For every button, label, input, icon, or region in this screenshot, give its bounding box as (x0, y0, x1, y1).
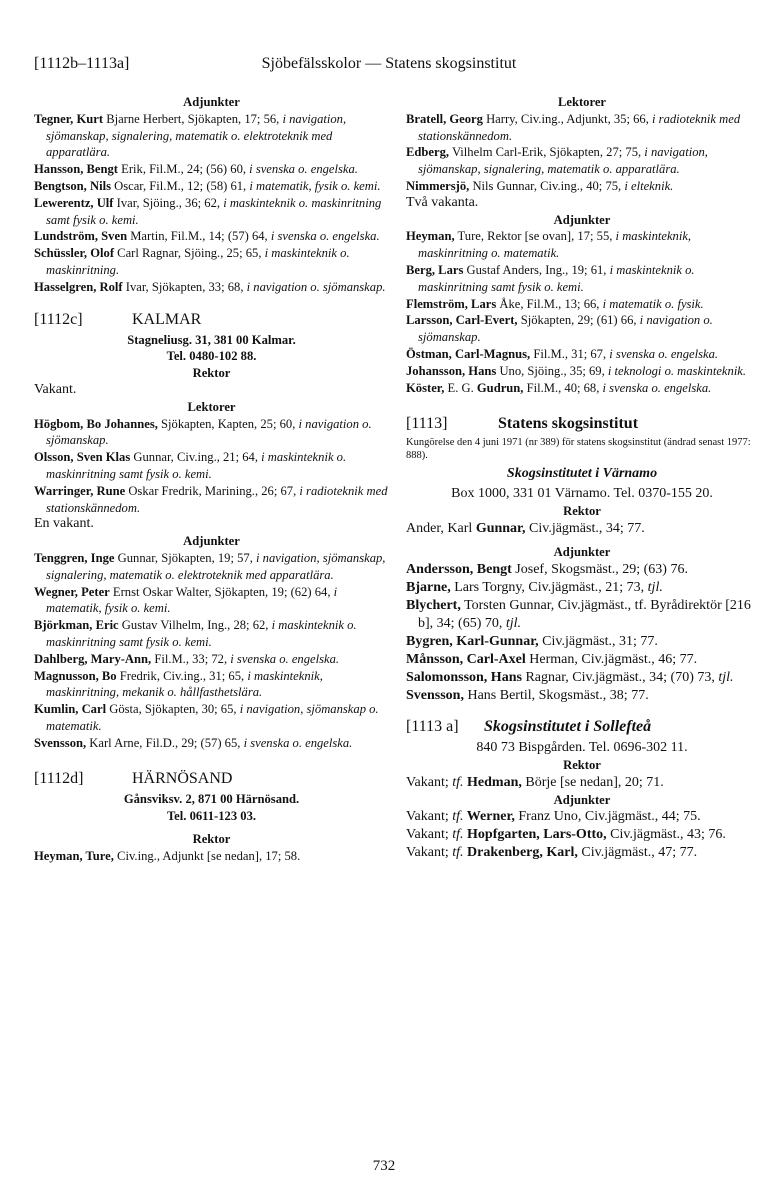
entry-list (34, 111, 389, 296)
telephone: Tel. 0611-123 03. (166, 809, 257, 824)
section-heading: Adjunkter (553, 212, 611, 227)
entry-list (406, 808, 758, 862)
right-column (406, 94, 758, 862)
entry: Wegner, Peter Ernst Oskar Walter, Sjökapten, 19; (62) 64, i matematik, fysik o. kemi. (34, 584, 338, 616)
entry: Andersson, Bengt Josef, Skogsmäst., 29; (63) 76. (406, 561, 688, 577)
entry: Lewerentz, Ulf Ivar, Sjöing., 36; 62, i maskinteknik o. maskinritning samt fysik o. kemi. (34, 195, 382, 227)
entry: Edberg, Vilhelm Carl-Erik, Sjökapten, 27; 75, i navigation, sjömanskap, signalering, matematik o. apparatlära. (406, 145, 708, 177)
address: Gånsviksv. 2, 871 00 Härnösand. (123, 792, 300, 807)
entry: Tenggren, Inge Gunnar, Sjökapten, 19; 57, i navigation, sjömanskap, signalering, matematik o. elektroteknik med apparatlära. (34, 550, 386, 582)
entry: Bjarne, Lars Torgny, Civ.jägmäst., 21; 73, tjl. (406, 579, 663, 595)
section-header-kalmar (34, 310, 389, 332)
rektor-vacant: Vakant. (34, 381, 77, 397)
section-header-skogsinstitut (406, 414, 758, 436)
entry: Larsson, Carl-Evert, Sjökapten, 29; (61) 66, i navigation o. sjömanskap. (406, 313, 713, 345)
entry-list (406, 111, 758, 195)
section-heading: Rektor (192, 832, 231, 847)
entry: Salomonsson, Hans Ragnar, Civ.jägmäst., 34; (70) 73, tjl. (406, 669, 734, 685)
section-heading: Adjunkter (553, 792, 611, 807)
page-title: Sjöbefälsskolor — Statens skogsinstitut (261, 55, 517, 72)
subsection-title: Skogsinstitutet i Värnamo (506, 466, 658, 482)
section-header-solleftea (406, 717, 758, 739)
address: Stagneliusg. 31, 381 00 Kalmar. (127, 332, 296, 347)
entry-list (34, 550, 389, 752)
telephone: Tel. 0480-102 88. (166, 349, 257, 364)
entry: Lundström, Sven Martin, Fil.M., 14; (57) 64, i svenska o. engelska. (34, 229, 380, 244)
section-title: KALMAR (132, 310, 202, 328)
page-header (34, 55, 744, 77)
section-ref: [1113 a] (406, 717, 459, 735)
entry: Svensson, Hans Bertil, Skogsmäst., 38; 77. (406, 687, 649, 703)
entry-list (34, 416, 389, 517)
entry: Johansson, Hans Uno, Sjöing., 35; 69, i teknologi o. maskinteknik. (406, 363, 747, 378)
entry: Nimmersjö, Nils Gunnar, Civ.ing., 40; 75, i elteknik. (406, 178, 674, 193)
entry: Bratell, Georg Harry, Civ.ing., Adjunkt, 35; 66, i radioteknik med stationskännedom. (406, 111, 741, 143)
entry: Månsson, Carl-Axel Herman, Civ.jägmäst., 46; 77. (406, 651, 698, 667)
section-heading: Lektorer (187, 399, 236, 414)
entry-list (406, 561, 758, 705)
entry: Dahlberg, Mary-Ann, Fil.M., 33; 72, i svenska o. engelska. (34, 651, 340, 666)
entry: Kumlin, Carl Gösta, Sjökapten, 30; 65, i navigation, sjömanskap o. matematik. (34, 702, 379, 733)
entry: Högbom, Bo Johannes, Sjökapten, Kapten, 25; 60, i navigation o. sjömanskap. (34, 416, 372, 448)
entry: Svensson, Karl Arne, Fil.D., 29; (57) 65, i svenska o. engelska. (34, 735, 353, 750)
section-title: Skogsinstitutet i Sollefteå (484, 717, 652, 735)
entry: Schüssler, Olof Carl Ragnar, Sjöing., 25; 65, i maskinteknik o. maskinritning. (34, 246, 350, 277)
entry: Berg, Lars Gustaf Anders, Ing., 19; 61, i maskinteknik o. maskinritning samt fysik o. kemi. (406, 262, 695, 294)
section-header-harnosand (34, 769, 389, 791)
section-heading: Lektorer (557, 95, 607, 109)
entry: Köster, E. G. Gudrun, Fil.M., 40; 68, i svenska o. engelska. (406, 380, 712, 395)
address: Box 1000, 331 01 Värnamo. Tel. 0370-155 20. (451, 486, 713, 502)
section-ref: [1112c] (34, 310, 83, 328)
vacancy-note: En vakant. (34, 516, 94, 532)
entry: Tegner, Kurt Bjarne Herbert, Sjökapten, 17; 56, i navigation, sjömanskap, signalering, matematik o. elektroteknik med apparatlära. (34, 111, 347, 160)
entry: Hasselgren, Rolf Ivar, Sjökapten, 33; 68, i navigation o. sjömanskap. (34, 279, 386, 294)
entry: Bygren, Karl-Gunnar, Civ.jägmäst., 31; 77. (406, 633, 658, 649)
section-heading: Rektor (563, 757, 601, 772)
rektor-entry: Ander, Karl Gunnar, Civ.jägmäst., 34; 77. (406, 520, 645, 536)
entry: Östman, Carl-Magnus, Fil.M., 31; 67, i svenska o. engelska. (406, 346, 719, 361)
entry: Björkman, Eric Gustav Vilhelm, Ing., 28; 62, i maskinteknik o. maskinritning samt fysik o. kemi. (34, 618, 357, 649)
section-heading: Adjunkter (553, 544, 611, 559)
section-title: Statens skogsinstitut (498, 415, 639, 433)
vacancy-note: Två vakanta. (406, 194, 479, 210)
entry: Flemström, Lars Åke, Fil.M., 13; 66, i matematik o. fysik. (406, 296, 704, 311)
decree-note: Kungörelse den 4 juni 1971 (nr 389) för statens skogsinstitut (ändrad senast 1977: 888). (406, 437, 751, 462)
entry: Vakant; tf. Werner, Franz Uno, Civ.jägmäst., 44; 75. (406, 809, 701, 825)
entry: Warringer, Rune Oskar Fredrik, Marining., 26; 67, i radioteknik med stationskännedom. (34, 483, 388, 515)
entry: Blychert, Torsten Gunnar, Civ.jägmäst., tf. Byrådirektör [216 b], 34; (65) 70, tjl. (406, 597, 751, 631)
entry: Vakant; tf. Drakenberg, Karl, Civ.jägmäst., 47; 77. (406, 845, 698, 861)
entry: Magnusson, Bo Fredrik, Civ.ing., 31; 65, i maskinteknik, maskinritning, mekanik o. hållfasthetslära. (34, 668, 323, 700)
section-title: HÄRNÖSAND (132, 770, 233, 788)
page-ref: [1112b–1113a] (34, 55, 130, 72)
page-number: 732 (372, 1158, 396, 1174)
left-column (34, 94, 389, 865)
section-heading: Rektor (563, 504, 601, 519)
section-ref: [1112d] (34, 770, 84, 788)
entry: Heyman, Ture, Rektor [se ovan], 17; 55, i maskinteknik, maskinritning o. matematik. (406, 229, 692, 261)
entry: Bengtson, Nils Oscar, Fil.M., 12; (58) 61, i matematik, fysik o. kemi. (34, 178, 381, 193)
entry: Hansson, Bengt Erik, Fil.M., 24; (56) 60, i svenska o. engelska. (34, 162, 358, 177)
section-heading: Adjunkter (183, 534, 240, 549)
entry: Olsson, Sven Klas Gunnar, Civ.ing., 21; 64, i maskinteknik o. maskinritning samt fysik o. kemi. (34, 450, 347, 481)
address: 840 73 Bispgården. Tel. 0696-302 11. (476, 739, 688, 755)
section-heading: Rektor (192, 366, 231, 381)
section-heading: Adjunkter (183, 95, 240, 109)
rektor-entry: Vakant; tf. Hedman, Börje [se nedan], 20; 71. (406, 774, 664, 790)
entry-list (406, 228, 758, 396)
section-ref: [1113] (406, 415, 448, 433)
rektor-entry: Heyman, Ture, Civ.ing., Adjunkt [se nedan], 17; 58. (34, 848, 301, 863)
entry: Vakant; tf. Hopfgarten, Lars-Otto, Civ.jägmäst., 43; 76. (406, 827, 726, 843)
